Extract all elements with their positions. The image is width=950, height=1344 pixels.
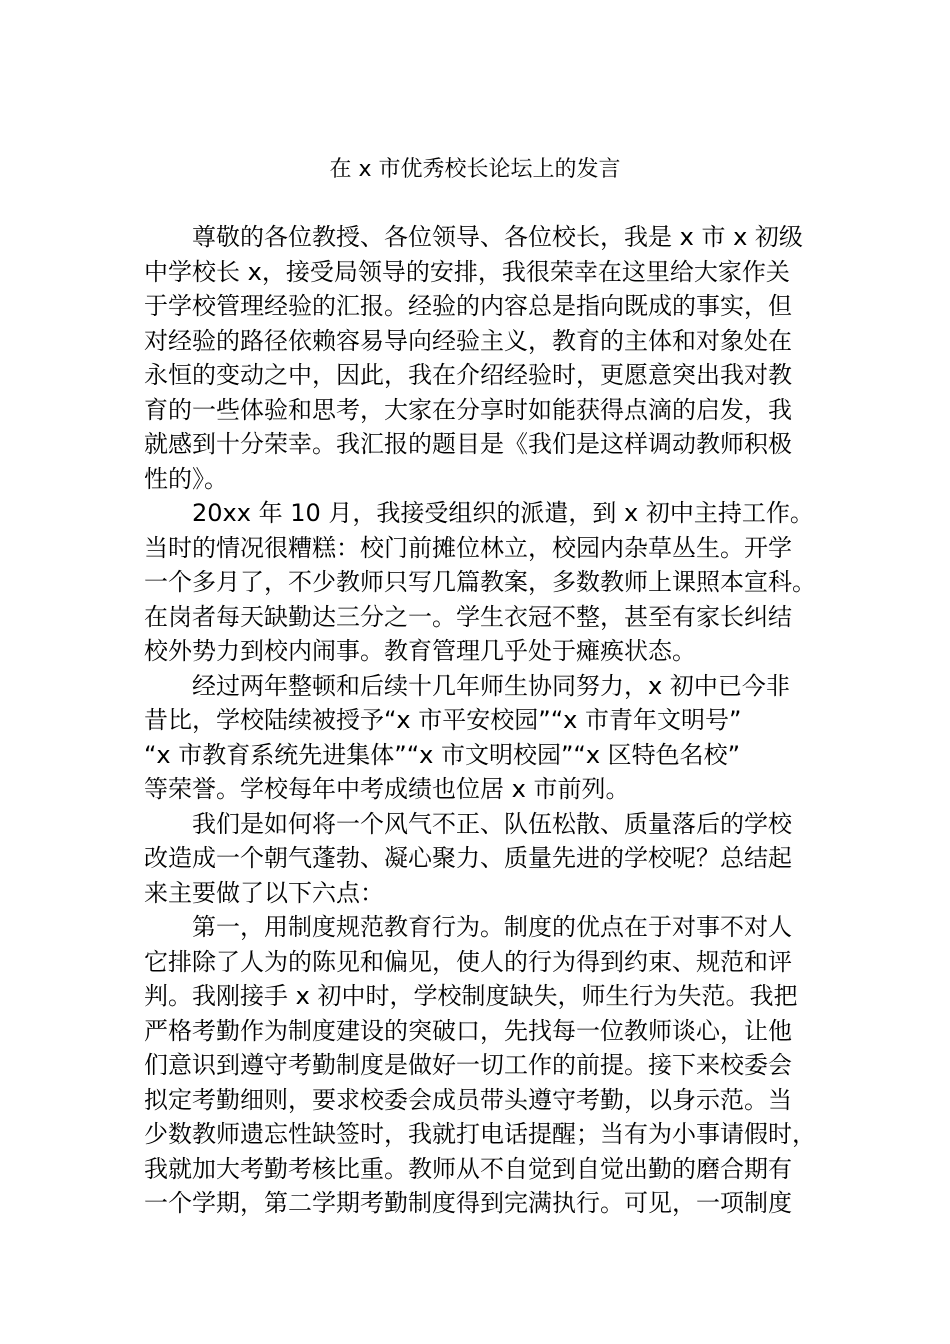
text-line: 就感到十分荣幸。我汇报的题目是《我们是这样调动教师积极 [144,430,792,458]
text-line: 对经验的路径依赖容易导向经验主义，教育的主体和对象处在 [144,326,792,355]
text-line: 来主要做了以下六点： [144,878,384,907]
text-line: 育的一些体验和思考，大家在分享时如能获得点滴的启发，我 [144,395,792,424]
text-line: 改造成一个朝气蓬勃、凝心聚力、质量先进的学校呢？总结起 [144,844,792,872]
text-line: 严格考勤作为制度建设的突破口，先找每一位教师谈心，让他 [144,1016,792,1045]
text-line: 中学校长 x，接受局领导的安排，我很荣幸在这里给大家作关 [144,257,790,286]
text-line: 第一，用制度规范教育行为。制度的优点在于对事不对人 [192,913,792,941]
text-line: 们意识到遵守考勤制度是做好一切工作的前提。接下来校委会 [144,1051,792,1079]
text-line: 我就加大考勤考核比重。教师从不自觉到自觉出勤的磨合期有 [144,1154,792,1183]
text-line: “x 市教育系统先进集体”“x 市文明校园”“x 区特色名校” [144,740,741,769]
text-line: 当时的情况很糟糕：校门前摊位林立，校园内杂草丛生。开学 [144,533,792,562]
text-line: 于学校管理经验的汇报。经验的内容总是指向既成的事实，但 [144,292,792,320]
text-line: 我们是如何将一个风气不正、队伍松散、质量落后的学校 [192,809,792,838]
text-line: 在岗者每天缺勤达三分之一。学生衣冠不整，甚至有家长纠结 [144,602,792,631]
text-line: 20xx 年 10 月，我接受组织的派遣，到 x 初中主持工作。 [192,499,814,527]
text-line: 尊敬的各位教授、各位领导、各位校长，我是 x 市 x 初级 [192,223,803,251]
text-line: 昔比，学校陆续被授予“x 市平安校园”“x 市青年文明号” [144,706,742,734]
document-body [144,220,816,1221]
text-line: 性的》。 [144,464,228,493]
text-line: 经过两年整顿和后续十几年师生协同努力，x 初中已今非 [192,671,790,700]
text-line: 少数教师遗忘性缺签时，我就打电话提醒；当有为小事请假时， [144,1120,816,1148]
document-title: 在 x 市优秀校长论坛上的发言 [329,157,621,182]
text-line: 等荣誉。学校每年中考成绩也位居 x 市前列。 [144,775,630,803]
text-line: 一个学期，第二学期考勤制度得到完满执行。可见，一项制度 [144,1189,792,1217]
text-line: 判。我刚接手 x 初中时，学校制度缺失，师生行为失范。我把 [144,982,798,1010]
text-line: 拟定考勤细则，要求校委会成员带头遵守考勤，以身示范。当 [144,1085,792,1114]
text-line: 校外势力到校内闹事。教育管理几乎处于瘫痪状态。 [144,637,696,665]
text-line: 它排除了人为的陈见和偏见，使人的行为得到约束、规范和评 [144,947,792,976]
text-line: 永恒的变动之中，因此，我在介绍经验时，更愿意突出我对教 [144,361,792,389]
text-line: 一个多月了，不少教师只写几篇教案，多数教师上课照本宣科。 [144,568,816,596]
